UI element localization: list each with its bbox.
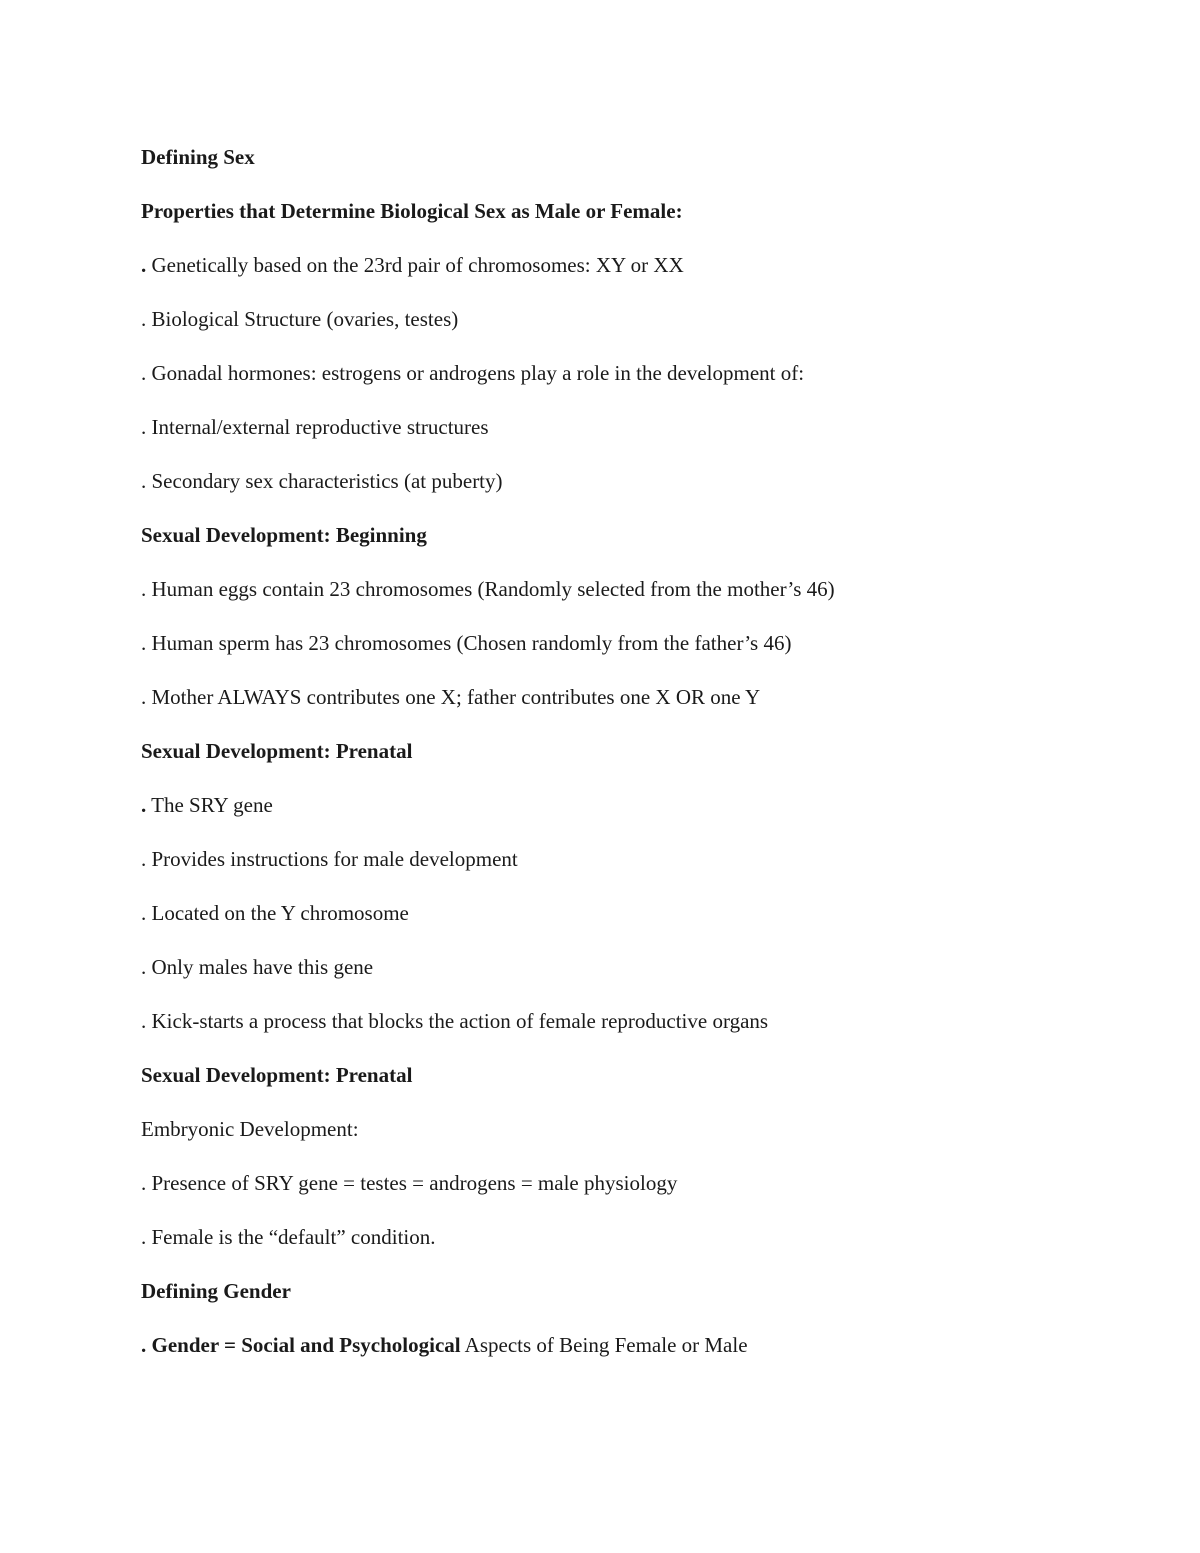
heading-defining-gender: Defining Gender	[141, 1279, 291, 1303]
bullet-marker: .	[141, 955, 147, 979]
bullet-marker: .	[141, 415, 147, 439]
bullet-marker: .	[141, 1225, 147, 1249]
list-item-text: Provides instructions for male development	[146, 847, 518, 871]
list-item	[141, 1220, 1101, 1274]
bullet-marker: .	[141, 307, 147, 331]
bullet-marker: .	[141, 793, 147, 817]
list-item-text: Presence of SRY gene = testes = androgens = male physiology	[146, 1171, 678, 1195]
bullet-marker: .	[141, 1171, 147, 1195]
gender-definition	[141, 1328, 1101, 1382]
list-item	[141, 464, 1101, 518]
list-item	[141, 1004, 1101, 1058]
list-item	[141, 302, 1101, 356]
list-item	[141, 248, 1101, 302]
list-item	[141, 950, 1101, 1004]
list-item	[141, 356, 1101, 410]
plain-text-line: Embryonic Development:	[141, 1117, 359, 1141]
list-item	[141, 572, 1101, 626]
list-item	[141, 842, 1101, 896]
list-item	[141, 410, 1101, 464]
list-item-text: Gonadal hormones: estrogens or androgens play a role in the development of:	[146, 361, 805, 385]
list-item-text: Secondary sex characteristics (at puberty)	[146, 469, 503, 493]
bullet-marker: .	[141, 847, 147, 871]
heading-properties: Properties that Determine Biological Sex as Male or Female:	[141, 199, 683, 223]
list-item	[141, 626, 1101, 680]
list-item-text: Biological Structure (ovaries, testes)	[146, 307, 459, 331]
list-item	[141, 896, 1101, 950]
bullet-marker: .	[141, 469, 147, 493]
list-item-text: Female is the “default” condition.	[146, 1225, 436, 1249]
bullet-marker: .	[141, 685, 147, 709]
list-item-text: Human eggs contain 23 chromosomes (Randomly selected from the mother’s 46)	[146, 577, 835, 601]
list-item-text: Kick-starts a process that blocks the action of female reproductive organs	[146, 1009, 769, 1033]
list-item-text: Human sperm has 23 chromosomes (Chosen randomly from the father’s 46)	[146, 631, 792, 655]
list-item-text: Located on the Y chromosome	[146, 901, 409, 925]
bullet-marker: .	[141, 901, 147, 925]
heading-sexual-development-beginning: Sexual Development: Beginning	[141, 523, 427, 547]
bullet-marker: .	[141, 1009, 147, 1033]
list-item-text: Mother ALWAYS contributes one X; father contributes one X OR one Y	[146, 685, 761, 709]
gender-definition-text: Aspects of Being Female or Male	[460, 1333, 748, 1357]
list-item-text: Genetically based on the 23rd pair of chromosomes: XY or XX	[146, 253, 684, 277]
gender-definition-bold: . Gender = Social and Psychological	[141, 1333, 461, 1357]
list-item-text: Only males have this gene	[146, 955, 374, 979]
list-item-text: Internal/external reproductive structures	[146, 415, 489, 439]
list-item-text: The SRY gene	[146, 793, 273, 817]
list-item	[141, 1166, 1101, 1220]
heading-sexual-development-prenatal: Sexual Development: Prenatal	[141, 739, 413, 763]
list-item	[141, 680, 1101, 734]
heading-sexual-development-prenatal-2: Sexual Development: Prenatal	[141, 1063, 413, 1087]
bullet-marker: .	[141, 253, 147, 277]
bullet-marker: .	[141, 361, 147, 385]
heading-defining-sex: Defining Sex	[141, 145, 255, 169]
bullet-marker: .	[141, 577, 147, 601]
list-item	[141, 788, 1101, 842]
bullet-marker: .	[141, 631, 147, 655]
document-body	[141, 140, 1101, 1382]
